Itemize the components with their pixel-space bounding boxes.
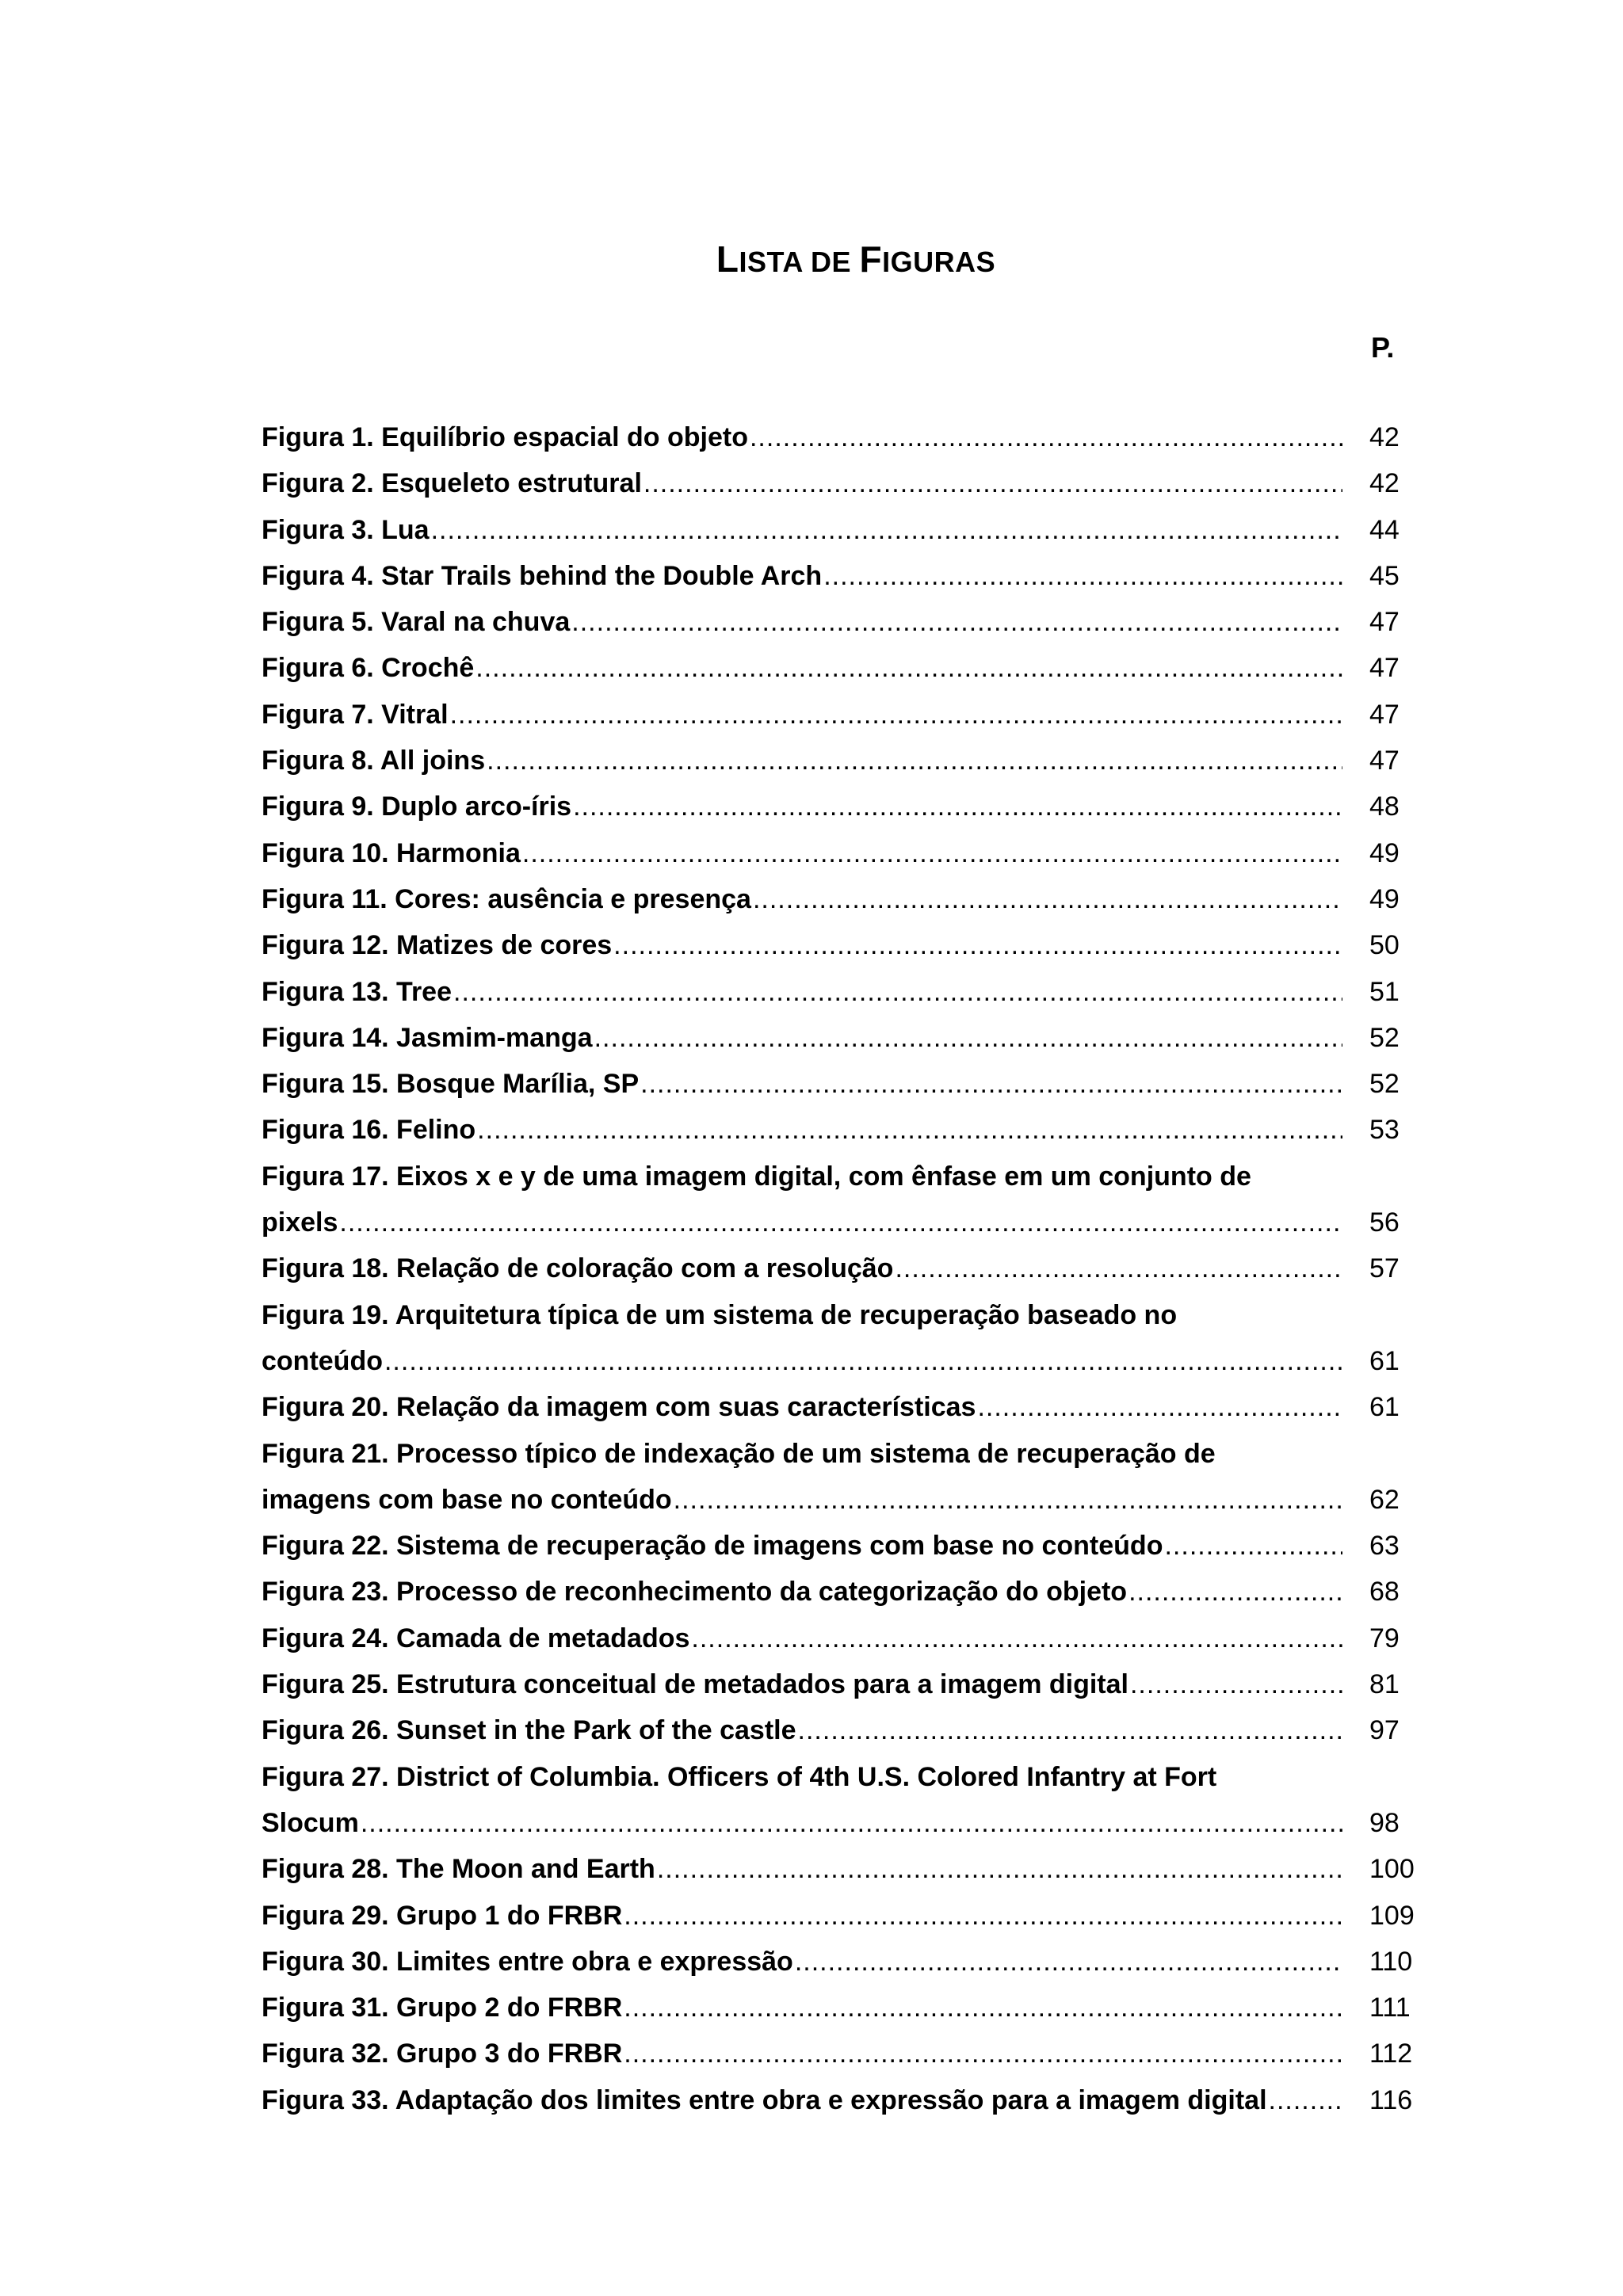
dot-leader	[431, 507, 1342, 553]
entry-caption-text: Figura 33. Adaptação dos limites entre obra e expressão para a imagem digital	[262, 2084, 1267, 2115]
dot-leader	[339, 1199, 1342, 1245]
dot-leader	[691, 1615, 1342, 1661]
entry-caption-text: Figura 22. Sistema de recuperação de imagens com base no conteúdo	[262, 1531, 1163, 1562]
entry-caption	[262, 1939, 1342, 1985]
entry-page-number: 42	[1369, 468, 1400, 499]
entry-caption-line	[262, 460, 1342, 506]
entry-caption-line	[262, 414, 1342, 460]
list-item	[262, 1292, 1434, 1385]
entry-caption	[262, 1846, 1342, 1892]
entry-caption	[262, 1707, 1342, 1753]
entry-caption	[262, 1292, 1342, 1385]
list-item	[262, 1569, 1434, 1615]
dot-leader	[1269, 2077, 1342, 2123]
entry-caption-text: Figura 12. Matizes de cores	[262, 930, 613, 961]
entry-caption	[262, 1523, 1342, 1569]
entry-caption	[262, 460, 1342, 506]
dot-leader	[450, 692, 1342, 738]
entry-caption-text: Figura 31. Grupo 2 do FRBR	[262, 1993, 623, 2023]
entry-caption-line	[262, 1615, 1342, 1661]
dot-leader	[571, 599, 1342, 645]
entry-page-number: 100	[1369, 1854, 1415, 1885]
entry-caption-line	[262, 599, 1342, 645]
entry-caption	[262, 507, 1342, 553]
entry-page-number: 98	[1369, 1807, 1400, 1838]
entry-caption	[262, 1431, 1342, 1524]
entry-caption	[262, 1985, 1342, 2031]
entry-caption-text: Figura 9. Duplo arco-íris	[262, 791, 572, 822]
entry-caption	[262, 1384, 1342, 1430]
title-rest-iguras: IGURAS	[882, 246, 996, 278]
entry-page-number: 53	[1369, 1115, 1400, 1146]
list-item	[262, 1107, 1434, 1153]
entry-caption-text: Figura 14. Jasmim-manga	[262, 1022, 593, 1053]
entry-caption	[262, 599, 1342, 645]
entry-caption-text: Figura 17. Eixos x e y de uma imagem digital, com ênfase em um conjunto de	[262, 1161, 1251, 1192]
entry-page-number: 47	[1369, 699, 1400, 730]
entry-caption	[262, 1107, 1342, 1153]
dot-leader	[1130, 1661, 1342, 1707]
list-item	[262, 553, 1434, 599]
entry-caption-line	[262, 1985, 1342, 2031]
entry-page-number: 47	[1369, 746, 1400, 776]
list-item	[262, 969, 1434, 1015]
entry-caption-line	[262, 507, 1342, 553]
entry-page-number: 50	[1369, 930, 1400, 961]
dot-leader	[384, 1338, 1342, 1384]
list-item	[262, 2077, 1434, 2123]
entry-caption	[262, 1061, 1342, 1107]
entry-caption-text: Figura 20. Relação da imagem com suas características	[262, 1392, 976, 1423]
list-item	[262, 460, 1434, 506]
dot-leader	[657, 1846, 1342, 1892]
entry-caption-line	[262, 1523, 1342, 1569]
dot-leader	[895, 1245, 1342, 1291]
dot-leader	[573, 784, 1342, 830]
title-cap-f: F	[859, 238, 883, 280]
dot-leader	[624, 2031, 1342, 2077]
entry-page-number: 112	[1369, 2039, 1413, 2069]
dot-leader	[823, 553, 1342, 599]
dot-leader	[674, 1477, 1342, 1523]
dot-leader	[624, 1985, 1342, 2031]
list-item	[262, 1893, 1434, 1939]
entry-caption-line	[262, 1015, 1342, 1061]
list-item	[262, 599, 1434, 645]
entry-caption-line	[262, 1477, 1342, 1523]
entry-caption	[262, 738, 1342, 784]
entry-caption-text: Figura 27. District of Columbia. Officers of 4th U.S. Colored Infantry at Fort	[262, 1761, 1217, 1792]
entry-caption	[262, 2031, 1342, 2077]
dot-leader	[795, 1939, 1342, 1985]
dot-leader	[1164, 1523, 1342, 1569]
entry-caption-text: Slocum	[262, 1807, 359, 1838]
entry-caption-line	[262, 645, 1342, 691]
entry-caption-text: Figura 28. The Moon and Earth	[262, 1854, 655, 1885]
entry-page-number: 110	[1369, 1946, 1413, 1977]
entry-caption-line	[262, 2077, 1342, 2123]
entry-page-number: 111	[1369, 1993, 1411, 2023]
entry-page-number: 63	[1369, 1531, 1400, 1562]
entry-caption-text: Figura 25. Estrutura conceitual de metadados para a imagem digital	[262, 1669, 1128, 1700]
entry-caption-text: Figura 3. Lua	[262, 514, 430, 545]
list-item	[262, 1754, 1434, 1847]
list-item	[262, 645, 1434, 691]
entry-caption-text: pixels	[262, 1207, 338, 1238]
entry-page-number: 79	[1369, 1623, 1400, 1653]
list-item	[262, 738, 1434, 784]
entry-caption-line	[262, 1893, 1342, 1939]
entry-caption-line	[262, 1754, 1342, 1800]
list-item	[262, 1015, 1434, 1061]
dot-leader	[475, 645, 1342, 691]
entry-caption-text: Figura 10. Harmonia	[262, 837, 521, 868]
list-item	[262, 1061, 1434, 1107]
entry-caption	[262, 1615, 1342, 1661]
list-item	[262, 1985, 1434, 2031]
entry-caption	[262, 1245, 1342, 1291]
list-item	[262, 922, 1434, 968]
list-item	[262, 784, 1434, 830]
entry-caption-line	[262, 1431, 1342, 1477]
entry-caption-line	[262, 2031, 1342, 2077]
list-item	[262, 692, 1434, 738]
entry-caption-line	[262, 1154, 1342, 1199]
page-column-label: P.	[1371, 331, 1395, 364]
entry-caption	[262, 692, 1342, 738]
entry-page-number: 44	[1369, 514, 1400, 545]
entry-page-number: 49	[1369, 883, 1400, 914]
entry-page-number: 62	[1369, 1484, 1400, 1515]
entry-caption-line	[262, 1800, 1342, 1846]
entry-page-number: 42	[1369, 422, 1400, 452]
entry-page-number: 49	[1369, 837, 1400, 868]
entry-page-number: 57	[1369, 1253, 1400, 1284]
entry-caption-line	[262, 922, 1342, 968]
list-item	[262, 1245, 1434, 1291]
list-item	[262, 1615, 1434, 1661]
dot-leader	[798, 1707, 1342, 1753]
entry-caption-line	[262, 1292, 1342, 1338]
entry-caption-text: Figura 1. Equilíbrio espacial do objeto	[262, 422, 748, 452]
title-rest-ista-de: ISTA DE	[739, 246, 860, 278]
dot-leader	[477, 1107, 1342, 1153]
entry-caption-text: Figura 4. Star Trails behind the Double Arch	[262, 560, 823, 591]
entry-page-number: 45	[1369, 560, 1400, 591]
entry-caption-line	[262, 876, 1342, 922]
dot-leader	[613, 922, 1342, 968]
entry-caption-line	[262, 1707, 1342, 1753]
entry-caption-text: Figura 5. Varal na chuva	[262, 607, 571, 638]
figure-list	[262, 414, 1434, 2123]
entry-caption-line	[262, 830, 1342, 876]
dot-leader	[1128, 1569, 1342, 1615]
entry-caption-text: Figura 11. Cores: ausência e presença	[262, 883, 751, 914]
entry-caption	[262, 1893, 1342, 1939]
entry-caption-text: Figura 24. Camada de metadados	[262, 1623, 690, 1653]
entry-caption-line	[262, 738, 1342, 784]
entry-caption-line	[262, 1846, 1342, 1892]
dot-leader	[487, 738, 1342, 784]
entry-page-number: 61	[1369, 1345, 1400, 1376]
dot-leader	[594, 1015, 1342, 1061]
entry-caption-text: Figura 15. Bosque Marília, SP	[262, 1069, 640, 1100]
entry-caption	[262, 1015, 1342, 1061]
dot-leader	[753, 876, 1342, 922]
entry-caption-text: Figura 8. All joins	[262, 746, 486, 776]
entry-caption-text: Figura 2. Esqueleto estrutural	[262, 468, 642, 499]
entry-caption-line	[262, 1107, 1342, 1153]
entry-caption-text: Figura 16. Felino	[262, 1115, 476, 1146]
entry-page-number: 51	[1369, 976, 1400, 1007]
entry-page-number: 97	[1369, 1715, 1400, 1746]
entry-caption-text: Figura 18. Relação de coloração com a resolução	[262, 1253, 894, 1284]
entry-page-number: 48	[1369, 791, 1400, 822]
entry-page-number: 61	[1369, 1392, 1400, 1423]
title-cap-l: L	[716, 238, 739, 280]
list-item	[262, 414, 1434, 460]
page-title	[0, 238, 1623, 280]
entry-caption	[262, 1754, 1342, 1847]
entry-caption	[262, 784, 1342, 830]
entry-caption-text: Figura 6. Crochê	[262, 653, 475, 684]
list-item	[262, 1523, 1434, 1569]
entry-page-number: 68	[1369, 1577, 1400, 1608]
entry-page-number: 52	[1369, 1022, 1400, 1053]
entry-caption-text: Figura 29. Grupo 1 do FRBR	[262, 1900, 623, 1931]
entry-caption-line	[262, 784, 1342, 830]
entry-caption-line	[262, 1384, 1342, 1430]
entry-caption-line	[262, 1569, 1342, 1615]
entry-caption-text: Figura 23. Processo de reconhecimento da categorização do objeto	[262, 1577, 1128, 1608]
entry-caption-text: Figura 32. Grupo 3 do FRBR	[262, 2039, 623, 2069]
entry-caption	[262, 1569, 1342, 1615]
dot-leader	[522, 830, 1342, 876]
list-item	[262, 1707, 1434, 1753]
entry-caption-line	[262, 1199, 1342, 1245]
entry-caption-line	[262, 1338, 1342, 1384]
entry-page-number: 116	[1369, 2084, 1413, 2115]
entry-caption-line	[262, 553, 1342, 599]
entry-caption	[262, 414, 1342, 460]
entry-caption	[262, 830, 1342, 876]
list-item	[262, 876, 1434, 922]
list-item	[262, 1154, 1434, 1246]
entry-page-number: 81	[1369, 1669, 1400, 1700]
entry-caption-text: Figura 26. Sunset in the Park of the castle	[262, 1715, 796, 1746]
entry-page-number: 52	[1369, 1069, 1400, 1100]
entry-caption-text: Figura 7. Vitral	[262, 699, 449, 730]
entry-caption-line	[262, 969, 1342, 1015]
entry-caption-text: Figura 13. Tree	[262, 976, 452, 1007]
list-item	[262, 1384, 1434, 1430]
entry-page-number: 109	[1369, 1900, 1415, 1931]
entry-caption	[262, 1661, 1342, 1707]
entry-caption	[262, 922, 1342, 968]
dot-leader	[977, 1384, 1342, 1430]
dot-leader	[624, 1893, 1342, 1939]
entry-caption-text: Figura 21. Processo típico de indexação de um sistema de recuperação de	[262, 1438, 1216, 1469]
entry-caption-line	[262, 1245, 1342, 1291]
entry-caption-text: Figura 19. Arquitetura típica de um sistema de recuperação baseado no	[262, 1299, 1178, 1330]
entry-caption	[262, 553, 1342, 599]
entry-page-number: 47	[1369, 607, 1400, 638]
entry-caption	[262, 1154, 1342, 1246]
entry-page-number: 47	[1369, 653, 1400, 684]
entry-caption-text: imagens com base no conteúdo	[262, 1484, 672, 1515]
entry-caption	[262, 969, 1342, 1015]
list-item	[262, 1431, 1434, 1524]
entry-caption	[262, 876, 1342, 922]
entry-caption-line	[262, 1661, 1342, 1707]
entry-page-number: 56	[1369, 1207, 1400, 1238]
entry-caption-line	[262, 692, 1342, 738]
entry-caption-text: Figura 30. Limites entre obra e expressão	[262, 1946, 793, 1977]
list-item	[262, 507, 1434, 553]
entry-caption-line	[262, 1061, 1342, 1107]
list-item	[262, 1939, 1434, 1985]
entry-caption	[262, 2077, 1342, 2123]
list-item	[262, 1846, 1434, 1892]
dot-leader	[640, 1061, 1342, 1107]
dot-leader	[750, 414, 1342, 460]
list-item	[262, 2031, 1434, 2077]
dot-leader	[643, 460, 1342, 506]
dot-leader	[453, 969, 1342, 1015]
list-item	[262, 1661, 1434, 1707]
list-item	[262, 830, 1434, 876]
dot-leader	[361, 1800, 1342, 1846]
entry-caption	[262, 645, 1342, 691]
entry-caption-line	[262, 1939, 1342, 1985]
entry-caption-text: conteúdo	[262, 1345, 383, 1376]
